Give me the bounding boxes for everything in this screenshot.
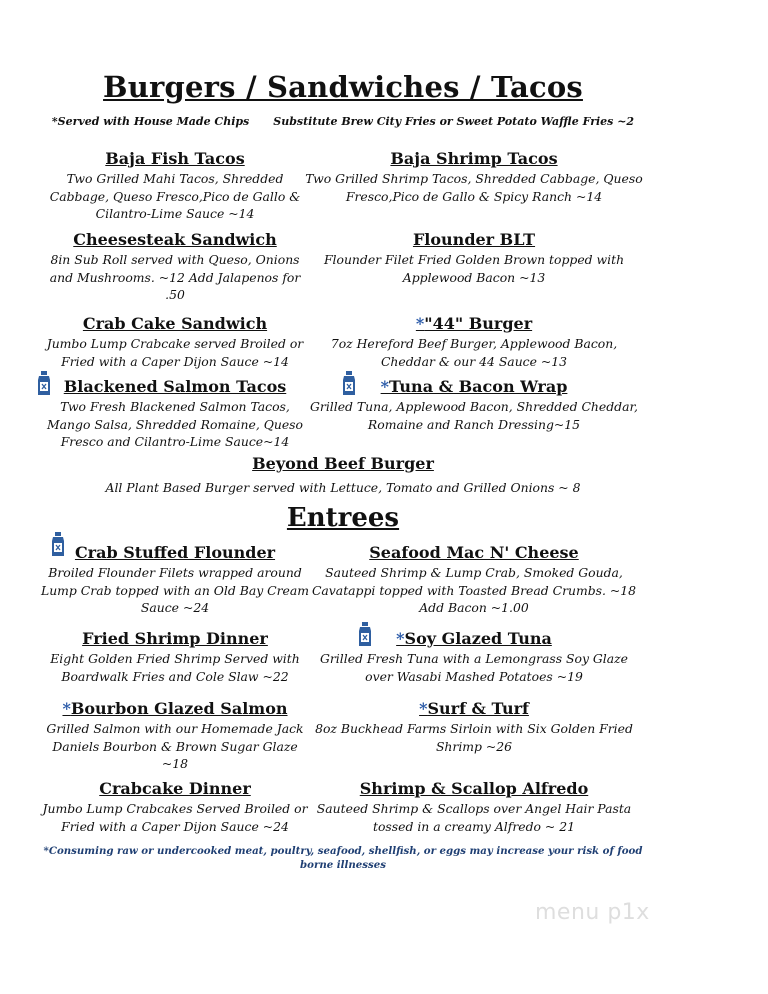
item-name: Baja Shrimp Tacos [390, 149, 558, 168]
item-name: Flounder BLT [412, 230, 536, 249]
menu-item-crab-cake-sandwich [40, 314, 310, 370]
item-name: Seafood Mac N' Cheese [369, 543, 579, 562]
item-desc: Sauteed Shrimp & Scallops over Angel Hair Pasta tossed in a creamy Alfredo ~ 21 [316, 801, 632, 834]
item-desc: Grilled Salmon with our Homemade Jack Daniels Bourbon & Brown Sugar Glaze ~18 [46, 721, 304, 771]
item-desc: Sauteed Shrimp & Lump Crab, Smoked Gouda, Cavatappi topped with Toasted Bread Crumbs. ~18 Add Bacon ~1.00 [311, 565, 637, 615]
watermark: menu p1x [535, 900, 650, 925]
item-desc: Jumbo Lump Crabcake served Broiled or Fried with a Caper Dijon Sauce ~14 [46, 336, 304, 369]
item-name-text: Tuna & Bacon Wrap [388, 377, 568, 396]
item-name-text: "44" Burger [424, 314, 533, 333]
menu-item-tuna-bacon-wrap [305, 377, 643, 433]
entree-fried-shrimp-dinner [40, 629, 310, 685]
item-name [305, 699, 643, 718]
star-marker: * [415, 314, 425, 333]
item-desc: Two Grilled Shrimp Tacos, Shredded Cabbage, Queso Fresco,Pico de Gallo & Spicy Ranch ~14 [305, 171, 643, 204]
item-desc: Flounder Filet Fried Golden Brown topped with Applewood Bacon ~13 [323, 252, 625, 285]
menu-subtitle [0, 115, 686, 128]
item-desc: Eight Golden Fried Shrimp Served with Boardwalk Fries and Cole Slaw ~22 [50, 651, 300, 684]
menu-item-flounder-blt [305, 230, 643, 286]
item-name [305, 314, 643, 333]
item-name [305, 377, 643, 396]
item-desc: Jumbo Lump Crabcakes Served Broiled or Fried with a Caper Dijon Sauce ~24 [42, 801, 308, 834]
entree-surf-and-turf [305, 699, 643, 755]
entree-crab-stuffed-flounder [40, 543, 310, 617]
item-desc: Two Fresh Blackened Salmon Tacos, Mango Salsa, Shredded Romaine, Queso Fresco and Cilantro-Lime Sauce~14 [46, 399, 303, 449]
entree-bourbon-glazed-salmon [40, 699, 310, 773]
menu-item-44-burger [305, 314, 643, 370]
item-desc: Grilled Fresh Tuna with a Lemongrass Soy Glaze over Wasabi Mashed Potatoes ~19 [319, 651, 629, 684]
menu-title: Burgers / Sandwiches / Tacos [103, 70, 583, 104]
menu-item-baja-shrimp-tacos [305, 149, 643, 205]
item-desc: All Plant Based Burger served with Lettuce, Tomato and Grilled Onions ~ 8 [105, 480, 581, 495]
item-desc: 7oz Hereford Beef Burger, Applewood Bacon, Cheddar & our 44 Sauce ~13 [330, 336, 618, 369]
item-name-text: Bourbon Glazed Salmon [70, 699, 288, 718]
star-marker: * [380, 377, 389, 396]
item-desc: 8oz Buckhead Farms Sirloin with Six Golden Fried Shrimp ~26 [315, 721, 633, 754]
item-name-text: Surf & Turf [427, 699, 529, 718]
menu-item-beyond-beef-burger [40, 454, 646, 497]
item-name: Blackened Salmon Tacos [63, 377, 287, 396]
star-marker: * [62, 699, 71, 718]
item-name [305, 629, 643, 648]
item-name-text: Soy Glazed Tuna [404, 629, 552, 648]
item-name: Crab Cake Sandwich [82, 314, 268, 333]
entree-soy-glazed-tuna [305, 629, 643, 685]
star-marker: * [419, 699, 428, 718]
menu-item-baja-fish-tacos [40, 149, 310, 223]
subtitle-fries: Substitute Brew City Fries or Sweet Potato Waffle Fries ~2 [273, 115, 635, 128]
food-safety-note: *Consuming raw or undercooked meat, poultry, seafood, shellfish, or eggs may increase your risk of food borne illnesses [43, 845, 643, 871]
menu-item-blackened-salmon-tacos [40, 377, 310, 451]
item-name: Crab Stuffed Flounder [74, 543, 276, 562]
subtitle-chips: *Served with House Made Chips [51, 115, 250, 128]
entree-crabcake-dinner [40, 779, 310, 835]
item-desc: Grilled Tuna, Applewood Bacon, Shredded Cheddar, Romaine and Ranch Dressing~15 [310, 399, 638, 432]
item-name: Shrimp & Scallop Alfredo [359, 779, 589, 798]
item-name: Cheesesteak Sandwich [73, 230, 277, 249]
entree-seafood-mac-n-cheese [305, 543, 643, 617]
item-name: Beyond Beef Burger [252, 454, 434, 473]
entrees-title: Entrees [286, 503, 400, 533]
item-name: Baja Fish Tacos [105, 149, 245, 168]
item-desc: Two Grilled Mahi Tacos, Shredded Cabbage, Queso Fresco,Pico de Gallo & Cilantro-Lime Sauce ~14 [49, 171, 301, 221]
item-name: Fried Shrimp Dinner [82, 629, 268, 648]
star-marker: * [396, 629, 405, 648]
item-desc: 8in Sub Roll served with Queso, Onions and Mushrooms. ~12 Add Jalapenos for .50 [49, 252, 301, 302]
entree-shrimp-scallop-alfredo [305, 779, 643, 835]
item-name: Crabcake Dinner [99, 779, 251, 798]
item-name [40, 699, 310, 718]
item-desc: Broiled Flounder Filets wrapped around Lump Crab topped with an Old Bay Cream Sauce ~24 [40, 565, 310, 615]
menu-item-cheesesteak [40, 230, 310, 304]
